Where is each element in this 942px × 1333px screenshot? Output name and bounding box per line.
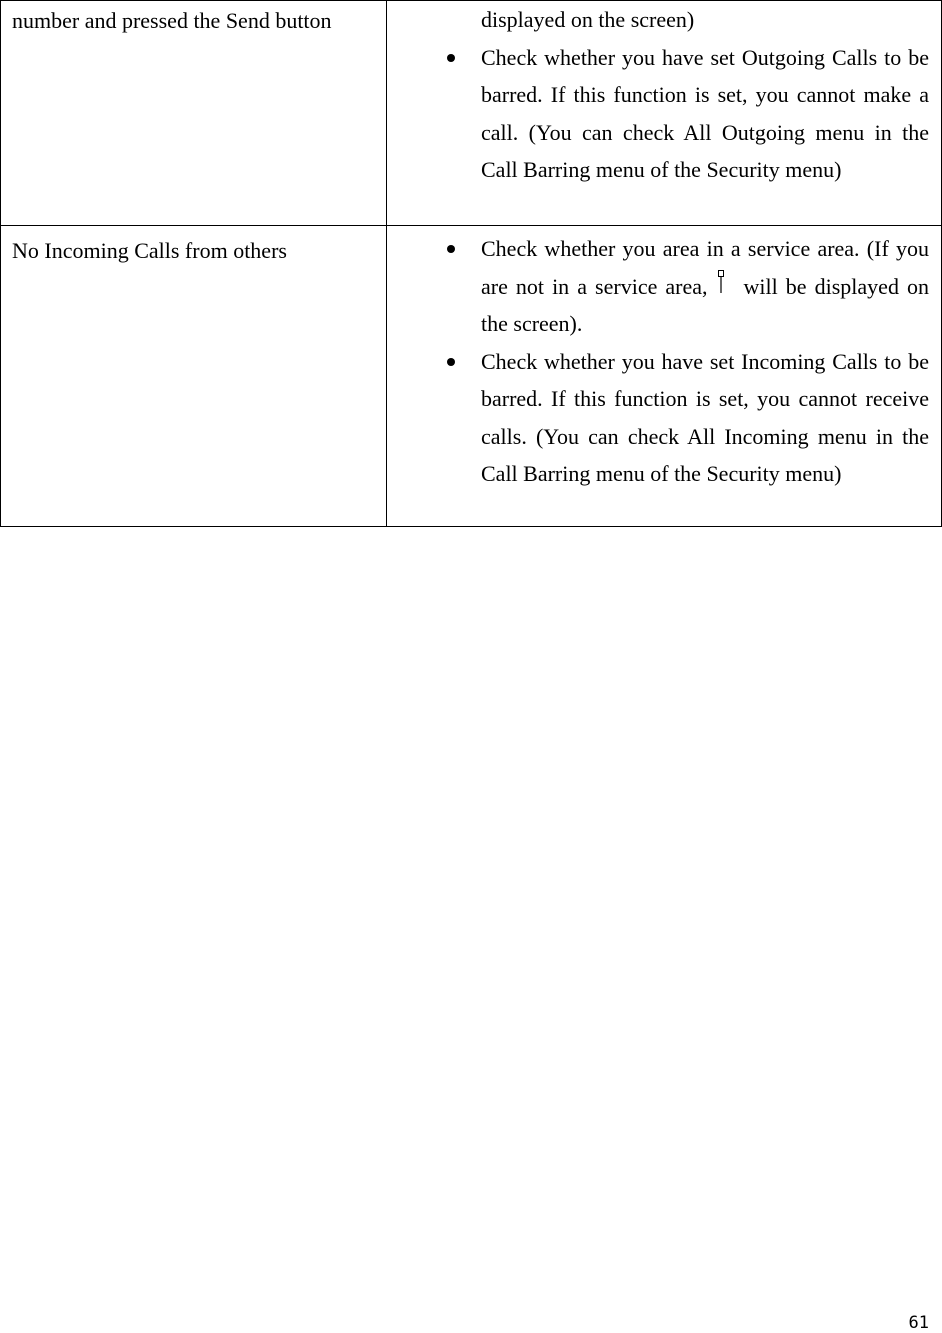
- table-row: [1, 226, 942, 527]
- solution-cell: [387, 226, 942, 527]
- troubleshooting-table: [0, 0, 942, 527]
- list-item-text-before-icon: Check whether you area in a service area. (If you are not in a service area,: [481, 236, 929, 299]
- solution-list: [387, 230, 941, 493]
- problem-cell: [1, 226, 387, 527]
- problem-text: No Incoming Calls from others: [12, 238, 287, 263]
- no-signal-icon: [712, 268, 738, 298]
- solution-list: [387, 1, 941, 189]
- list-item-text: Check whether you have set Incoming Calls to be barred. If this function is set, you cannot receive calls. (You can check All Incoming menu in the Call Barring menu of the Security menu): [481, 348, 929, 486]
- bullet-icon: [447, 358, 455, 366]
- list-item: [387, 230, 941, 343]
- list-item: [387, 343, 941, 493]
- bullet-icon: [447, 245, 455, 253]
- page-number: 61: [908, 1313, 929, 1333]
- table-row: [1, 1, 942, 226]
- problem-text: number and pressed the Send button: [12, 8, 332, 33]
- list-item-text-after-icon: will be displayed on the screen).: [481, 273, 929, 336]
- continued-text: displayed on the screen): [481, 7, 695, 32]
- list-item: [387, 39, 941, 189]
- bullet-icon: [447, 54, 455, 62]
- problem-cell: [1, 1, 387, 226]
- solution-cell: [387, 1, 942, 226]
- list-item-text: Check whether you have set Outgoing Calls to be barred. If this function is set, you cannot make a call. (You can check All Outgoing menu in the Call Barring menu of the Security menu): [481, 44, 929, 182]
